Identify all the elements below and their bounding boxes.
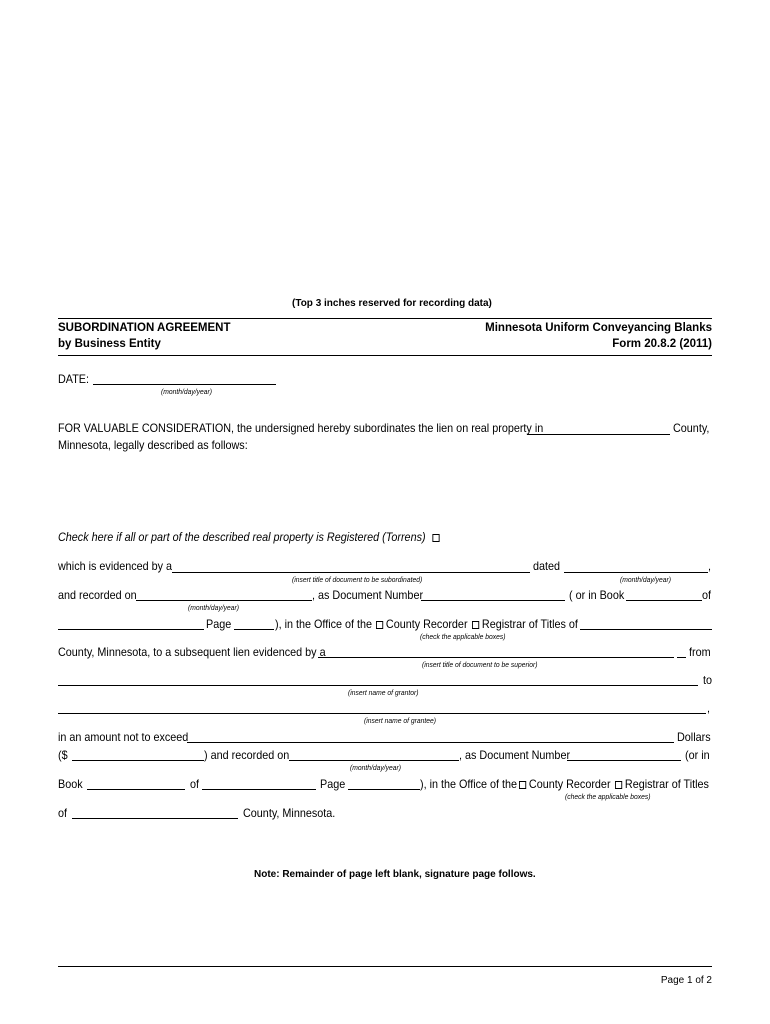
date-field[interactable] bbox=[93, 384, 276, 385]
county-recorder-option-2[interactable] bbox=[519, 777, 611, 791]
dollars-label: Dollars bbox=[677, 730, 711, 744]
recorded-date-caption-2: (month/day/year) bbox=[350, 763, 402, 772]
dollar-sign-label: ($ bbox=[58, 748, 68, 762]
subordinated-date-caption: (month/day/year) bbox=[620, 575, 672, 584]
registrar-option[interactable] bbox=[472, 617, 578, 631]
registrar-label: Registrar of Titles of bbox=[481, 617, 578, 631]
evidenced-label: which is evidenced by a bbox=[58, 559, 173, 573]
grantee-field[interactable] bbox=[58, 713, 706, 714]
dated-label: dated bbox=[533, 559, 561, 573]
of-label: of bbox=[702, 588, 712, 602]
date-label: DATE: bbox=[58, 372, 90, 386]
recorded-date-field-2[interactable] bbox=[289, 760, 459, 761]
remainder-note: Note: Remainder of page left blank, signature page follows. bbox=[254, 869, 536, 880]
county-recorder-checkbox[interactable] bbox=[376, 621, 383, 629]
header-top-rule bbox=[58, 318, 712, 319]
document-number-field-2[interactable] bbox=[567, 760, 681, 761]
office-label: ), in the Office of the bbox=[275, 617, 373, 631]
grantee-comma: , bbox=[707, 701, 711, 715]
grantor-caption: (insert name of grantor) bbox=[348, 688, 419, 697]
county-recorder-checkbox-2[interactable] bbox=[519, 781, 526, 789]
document-number-field[interactable] bbox=[421, 600, 565, 601]
header-bottom-rule bbox=[58, 355, 712, 356]
county-recorder-option[interactable] bbox=[376, 617, 468, 631]
recorded-on-label-2: ) and recorded on bbox=[204, 748, 290, 762]
document-number-label-2: , as Document Number bbox=[459, 748, 571, 762]
blanks-title: Minnesota Uniform Conveyancing Blanks bbox=[485, 322, 712, 334]
evidenced-comma: , bbox=[708, 559, 712, 573]
reserved-note: (Top 3 inches reserved for recording data) bbox=[292, 298, 492, 309]
subordinated-title-caption: (insert title of document to be subordinated) bbox=[292, 575, 423, 584]
amount-figures-field[interactable] bbox=[72, 760, 204, 761]
book-field-2[interactable] bbox=[87, 789, 185, 790]
document-number-label: , as Document Number bbox=[312, 588, 424, 602]
county-field[interactable] bbox=[527, 434, 670, 435]
from-label: from bbox=[689, 645, 711, 659]
or-in-label: (or in bbox=[685, 748, 710, 762]
amount-label: in an amount not to exceed bbox=[58, 730, 189, 744]
legal-description-label: Minnesota, legally described as follows: bbox=[58, 438, 248, 452]
to-label: to bbox=[703, 673, 713, 687]
registrar-option-2[interactable] bbox=[615, 777, 709, 791]
applicable-boxes-caption: (check the applicable boxes) bbox=[420, 632, 506, 641]
grantor-field[interactable] bbox=[58, 685, 698, 686]
amount-words-field[interactable] bbox=[187, 742, 674, 743]
recorded-date-field[interactable] bbox=[136, 600, 312, 601]
page-number: Page 1 of 2 bbox=[660, 975, 712, 986]
page-field[interactable] bbox=[234, 629, 274, 630]
registrar-county-field[interactable] bbox=[580, 629, 712, 630]
form-number: Form 20.8.2 (2011) bbox=[612, 338, 712, 350]
torrens-text: Check here if all or part of the described real property is Registered (Torrens) bbox=[58, 530, 426, 544]
book-county-field[interactable] bbox=[58, 629, 204, 630]
county-minnesota-label: County, Minnesota. bbox=[243, 806, 336, 820]
footer-rule bbox=[58, 966, 712, 967]
book-label-2: Book bbox=[58, 777, 83, 791]
date-caption: (month/day/year) bbox=[161, 387, 213, 396]
county-field-2[interactable] bbox=[72, 818, 238, 819]
page-label-2: Page bbox=[320, 777, 346, 791]
subordinated-date-field[interactable] bbox=[564, 572, 708, 573]
form-title: SUBORDINATION AGREEMENT bbox=[58, 322, 231, 334]
page-field-2[interactable] bbox=[348, 789, 420, 790]
of-label-2: of bbox=[190, 777, 200, 791]
form-subtitle: by Business Entity bbox=[58, 338, 161, 350]
registrar-checkbox[interactable] bbox=[472, 621, 479, 629]
page-label: Page bbox=[206, 617, 232, 631]
consideration-text: FOR VALUABLE CONSIDERATION, the undersigned hereby subordinates the lien on real property in bbox=[58, 421, 544, 435]
book-field[interactable] bbox=[626, 600, 702, 601]
superior-title-caption: (insert title of document to be superior) bbox=[422, 660, 538, 669]
subordinated-document-field[interactable] bbox=[172, 572, 530, 573]
superior-document-field-end[interactable] bbox=[677, 657, 686, 658]
registrar-checkbox-2[interactable] bbox=[615, 781, 622, 789]
book-of-field-2[interactable] bbox=[202, 789, 316, 790]
torrens-checkbox[interactable] bbox=[432, 534, 439, 542]
county-recorder-label: County Recorder bbox=[385, 617, 468, 631]
grantee-caption: (insert name of grantee) bbox=[364, 716, 437, 725]
superior-document-field[interactable] bbox=[318, 657, 674, 658]
subsequent-lien-label: County, Minnesota, to a subsequent lien evidenced by a bbox=[58, 645, 326, 659]
applicable-boxes-caption-2: (check the applicable boxes) bbox=[565, 792, 651, 801]
of-label-3: of bbox=[58, 806, 68, 820]
county-label: County, bbox=[673, 421, 710, 435]
registrar-label-2: Registrar of Titles bbox=[624, 777, 709, 791]
recorded-date-caption: (month/day/year) bbox=[188, 603, 240, 612]
book-label: ( or in Book bbox=[569, 588, 625, 602]
county-recorder-label-2: County Recorder bbox=[528, 777, 611, 791]
torrens-label bbox=[58, 530, 442, 544]
office-label-2: ), in the Office of the bbox=[420, 777, 518, 791]
recorded-on-label: and recorded on bbox=[58, 588, 137, 602]
